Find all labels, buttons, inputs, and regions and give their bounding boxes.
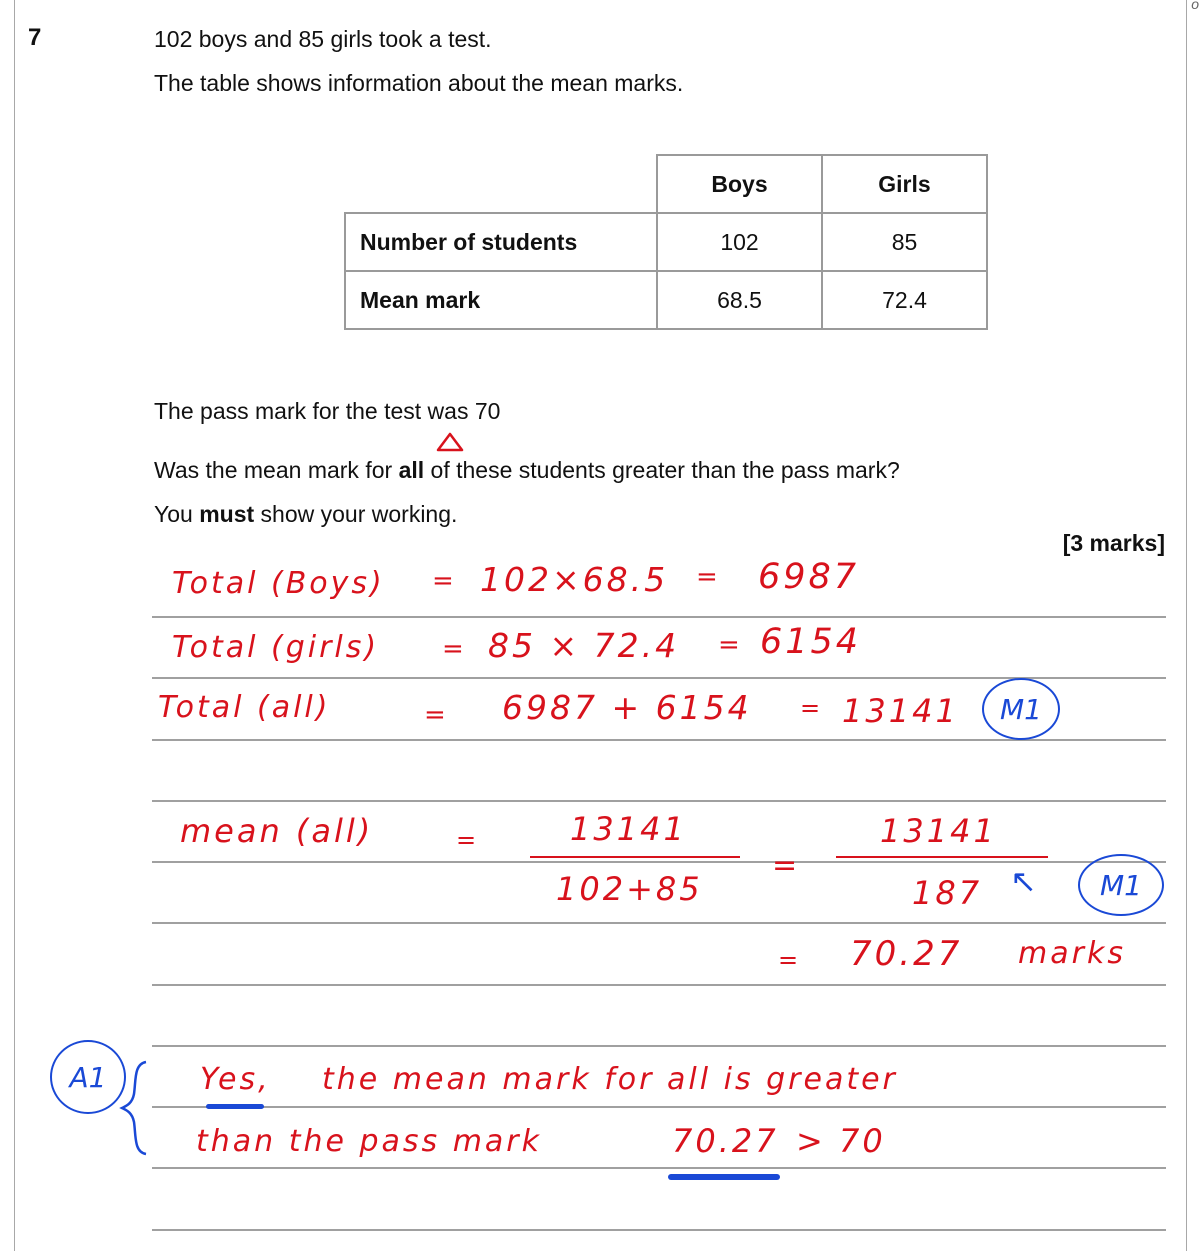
m1-mark-text: M1 — [1000, 692, 1042, 726]
conclusion-line1: the mean mark for all is greater — [322, 1062, 898, 1097]
mean-result-unit: marks — [1018, 936, 1126, 971]
total-boys-label: Total (Boys) — [172, 566, 385, 601]
instruction-post: show your working. — [254, 501, 458, 527]
equals-sign: = — [442, 634, 467, 664]
equals-sign: = — [778, 946, 802, 974]
header-girls: Girls — [822, 155, 987, 213]
prompt-pre: Was the mean mark for — [154, 457, 399, 483]
equals-sign: = — [772, 848, 801, 883]
prompt-post: of these students greater than the pass mark? — [424, 457, 900, 483]
total-girls-result: 6154 — [760, 622, 862, 662]
fraction-numerator-2: 13141 — [880, 812, 997, 850]
mean-result-value: 70.27 — [850, 934, 963, 974]
arrow-annotation: ↖ — [1010, 862, 1037, 900]
fraction-numerator: 13141 — [570, 810, 687, 848]
fraction-denominator: 102+85 — [556, 870, 703, 908]
corner-mark: o — [1191, 0, 1199, 12]
cell-boys-number: 102 — [657, 213, 822, 271]
marks-label: [3 marks] — [1062, 530, 1165, 556]
pass-mark-text: The pass mark for the test was 70 — [154, 398, 501, 424]
fraction-denominator-2: 187 — [912, 874, 983, 912]
row-label-mean: Mean mark — [345, 271, 657, 329]
total-boys-expression: 102×68.5 — [480, 560, 669, 599]
cell-girls-mean: 72.4 — [822, 271, 987, 329]
total-girls-expression: 85 × 72.4 — [488, 626, 680, 665]
total-boys-result: 6987 — [758, 557, 860, 597]
cell-girls-number: 85 — [822, 213, 987, 271]
underline-annotation-2 — [668, 1174, 780, 1180]
prompt-bold: all — [398, 457, 425, 483]
total-all-label: Total (all) — [158, 690, 331, 725]
m1-mark-text-2: M1 — [1100, 868, 1142, 902]
equals-sign: = — [456, 826, 480, 854]
question-number: 7 — [28, 24, 42, 51]
equals-sign: = — [424, 700, 449, 730]
header-boys: Boys — [657, 155, 822, 213]
question-table-intro: The table shows information about the mean marks. — [154, 70, 684, 96]
total-all-expression: 6987 + 6154 — [502, 688, 752, 727]
equals-sign: = — [432, 566, 457, 596]
instruction-bold: must — [199, 501, 255, 527]
conclusion-comparison: > 70 — [796, 1122, 886, 1160]
total-all-result: 13141 — [842, 692, 959, 730]
cell-boys-mean: 68.5 — [657, 271, 822, 329]
question-intro: 102 boys and 85 girls took a test. — [154, 26, 492, 52]
row-label-number: Number of students — [345, 213, 657, 271]
mean-all-label: mean (all) — [180, 812, 374, 850]
equals-sign: = — [800, 694, 824, 722]
conclusion-yes: Yes, — [200, 1062, 271, 1097]
equals-sign: = — [718, 630, 743, 660]
instruction-pre: You — [154, 501, 200, 527]
underline-annotation — [206, 1104, 264, 1109]
equals-sign: = — [696, 562, 721, 592]
conclusion-line2: than the pass mark — [196, 1124, 543, 1159]
a1-mark-text: A1 — [69, 1060, 107, 1094]
conclusion-comparison-value: 70.27 — [672, 1122, 779, 1160]
total-girls-label: Total (girls) — [172, 630, 380, 665]
